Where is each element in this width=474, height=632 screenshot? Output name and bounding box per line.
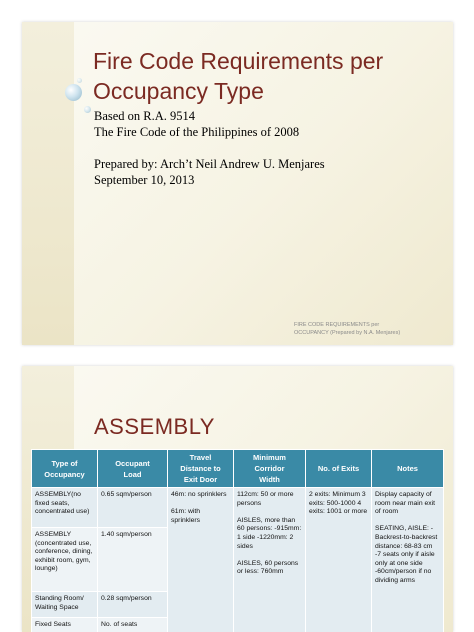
header-occupant-load: Occupant Load xyxy=(98,450,168,488)
cell-exits: 2 exits: Minimum 3 exits: 500-1000 4 exits: 1001 or more xyxy=(306,488,372,632)
header-type-of-occupancy: Type of Occupancy xyxy=(32,450,98,488)
footer-line: OCCUPANCY (Prepared by N.A. Menjares) xyxy=(294,330,401,336)
cell-load: 0.65 sqm/person xyxy=(98,488,168,528)
slide-footer xyxy=(294,321,444,337)
bubble-decoration xyxy=(77,78,82,83)
prepared-by xyxy=(94,156,434,188)
slide-title-line: Occupancy Type xyxy=(93,78,264,104)
header-travel-distance: Travel Distance to Exit Door xyxy=(168,450,234,488)
slide-subtitle xyxy=(94,108,434,140)
cell-travel-distance: 46m: no sprinklers 61m: with sprinklers xyxy=(168,488,234,632)
header-corridor-width: Minimum Corridor Width xyxy=(234,450,306,488)
bubble-decoration xyxy=(84,106,91,113)
cell-type: Standing Room/ Waiting Space xyxy=(32,592,98,618)
prepared-date-line: September 10, 2013 xyxy=(94,173,195,187)
cell-notes: Display capacity of room near main exit of room SEATING, AISLE: -Backrest-to-backrest distance: 68-83 cm -7 seats only if aisle only at one side -60cm/person if no dividing arms xyxy=(372,488,444,632)
table-header-row xyxy=(32,450,444,488)
prepared-by-line: Prepared by: Arch’t Neil Andrew U. Menjares xyxy=(94,157,325,171)
cell-load: No. of seats xyxy=(98,618,168,632)
cell-type: Fixed Seats xyxy=(32,618,98,632)
table-row xyxy=(32,488,444,528)
footer-line: FIRE CODE REQUIREMENTS per xyxy=(294,322,380,328)
header-no-of-exits: No. of Exits xyxy=(306,450,372,488)
assembly-slide xyxy=(22,366,453,632)
slide-title-line: Fire Code Requirements per xyxy=(93,48,384,74)
subtitle-line: The Fire Code of the Philippines of 2008 xyxy=(94,125,300,139)
bubble-decoration xyxy=(65,84,82,101)
cell-type: ASSEMBLY(no fixed seats, concentrated use) xyxy=(32,488,98,528)
slide-accent-bar xyxy=(22,22,74,345)
cell-load: 1.40 sqm/person xyxy=(98,528,168,592)
cell-type: ASSEMBLY (concentrated use, conference, dining, exhibit room, gym, lounge) xyxy=(32,528,98,592)
title-slide xyxy=(22,22,453,345)
cell-load: 0.28 sqm/person xyxy=(98,592,168,618)
cell-corridor-width: 112cm: 50 or more persons AISLES, more than 60 persons: -915mm: 1 side -1220mm: 2 sides AISLES, 60 persons or less: 760mm xyxy=(234,488,306,632)
occupancy-table xyxy=(31,449,444,632)
subtitle-line: Based on R.A. 9514 xyxy=(94,109,196,123)
slide-title xyxy=(93,46,443,106)
header-notes: Notes xyxy=(372,450,444,488)
slide-heading: ASSEMBLY xyxy=(94,414,215,439)
